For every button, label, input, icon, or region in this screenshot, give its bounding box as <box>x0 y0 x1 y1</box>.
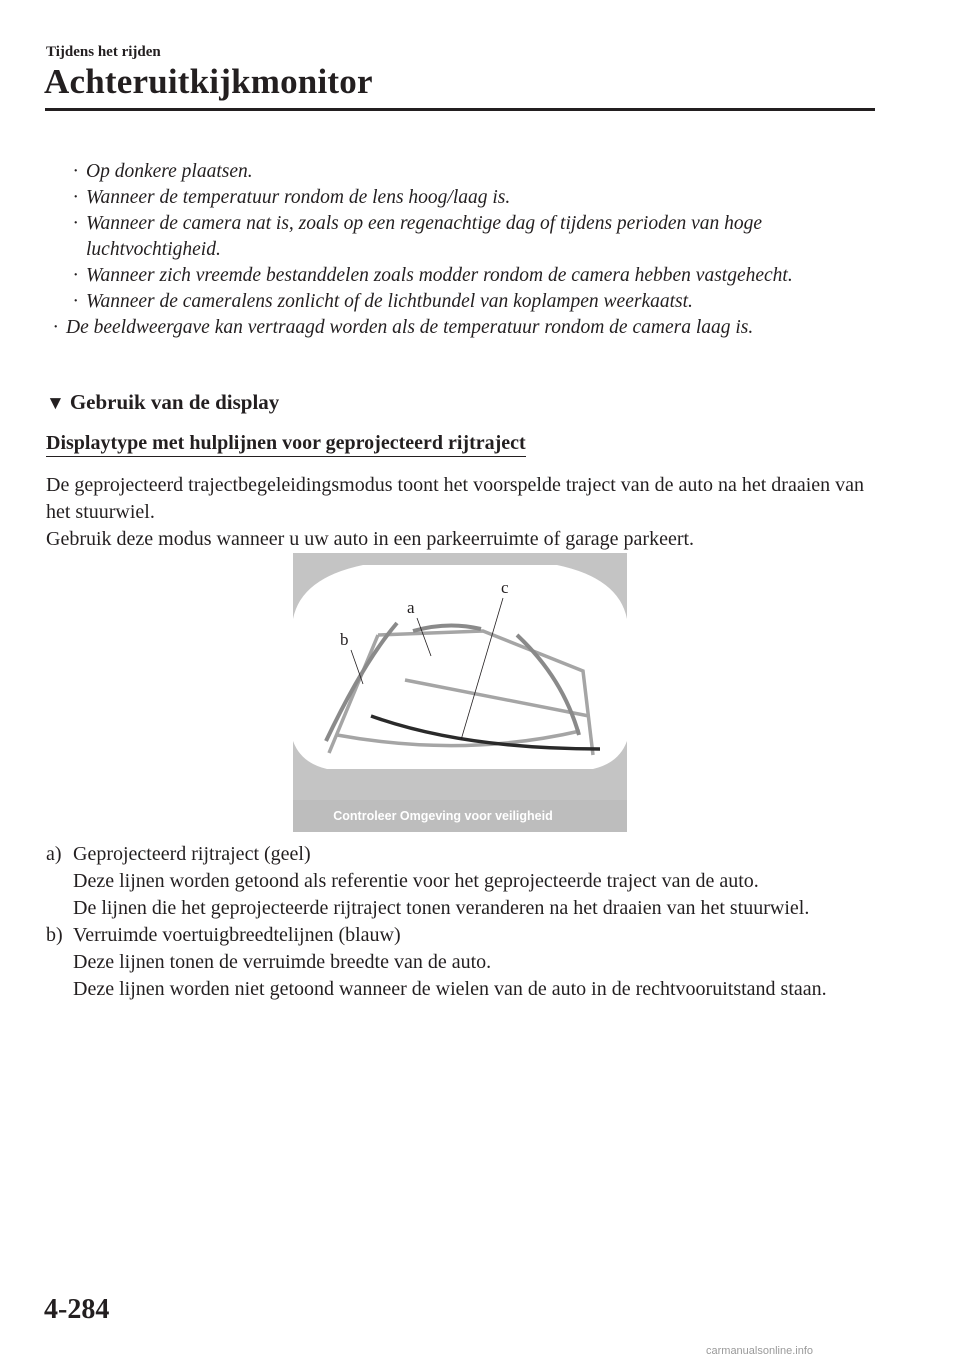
subheading: Displaytype met hulplijnen voor geprojecteerd rijtraject <box>46 432 526 457</box>
bullet-item <box>0 159 960 185</box>
bullet-item <box>0 315 960 341</box>
bullet-dot: · <box>73 187 78 208</box>
intro-paragraph <box>46 472 876 553</box>
section-label: Tijdens het rijden <box>46 44 161 60</box>
legend-title: Geprojecteerd rijtraject (geel) <box>73 843 311 865</box>
bullet-dot: · <box>73 161 78 182</box>
legend-line: Deze lijnen tonen de verruimde breedte van de auto. <box>73 951 492 973</box>
bullet-text: Wanneer de temperatuur rondom de lens hoog/laag is. <box>86 187 511 208</box>
section-heading <box>46 390 279 415</box>
screen-message: Controleer Omgeving voor veiligheid <box>333 809 553 823</box>
bullet-item <box>0 289 960 315</box>
callout-b: b <box>340 630 349 649</box>
bullet-item <box>0 211 960 263</box>
bullet-dot: · <box>73 291 78 312</box>
bullet-dot: · <box>53 317 58 338</box>
bullet-text: Op donkere plaatsen. <box>86 161 253 182</box>
bullet-dot: · <box>73 265 78 286</box>
callout-c: c <box>501 578 509 597</box>
rear-view-monitor-figure <box>293 553 627 832</box>
legend-item <box>46 922 876 1003</box>
callout-a: a <box>407 598 415 617</box>
bullet-item <box>0 185 960 211</box>
section-heading-text: Gebruik van de display <box>69 390 280 414</box>
title-divider <box>45 108 875 111</box>
watermark: carmanualsonline.info <box>706 1345 814 1357</box>
legend-title: Verruimde voertuigbreedtelijnen (blauw) <box>73 924 401 946</box>
bullet-text: Wanneer de cameralens zonlicht of de lichtbundel van koplampen weerkaatst. <box>86 291 693 312</box>
intro-line: Gebruik deze modus wanneer u uw auto in een parkeerruimte of garage parkeert. <box>46 528 695 550</box>
legend-key: a) <box>46 843 62 865</box>
figure-legend <box>46 841 876 1003</box>
page-title: Achteruitkijkmonitor <box>44 62 373 101</box>
legend-line: De lijnen die het geprojecteerde rijtraject tonen veranderen na het draaien van het stuurwiel. <box>73 897 810 919</box>
bullet-dot: · <box>73 213 78 234</box>
legend-item <box>46 841 876 922</box>
legend-key: b) <box>46 924 63 946</box>
caution-bullet-list <box>0 159 960 341</box>
bullet-text: Wanneer de camera nat is, zoals op een regenachtige dag of tijdens perioden van hoge luchtvochtigheid. <box>86 213 763 260</box>
legend-line: Deze lijnen worden niet getoond wanneer de wielen van de auto in de rechtvooruitstand staan. <box>73 978 827 1000</box>
bullet-text: Wanneer zich vreemde bestanddelen zoals modder rondom de camera hebben vastgehecht. <box>86 265 793 286</box>
intro-line: De geprojecteerd trajectbegeleidingsmodus toont het voorspelde traject van de auto na het draaien van het stuurwiel. <box>46 474 865 523</box>
bullet-text: De beeldweergave kan vertraagd worden als de temperatuur rondom de camera laag is. <box>66 317 754 338</box>
page-number: 4-284 <box>44 1294 110 1325</box>
bullet-item <box>0 263 960 289</box>
legend-line: Deze lijnen worden getoond als referentie voor het geprojecteerde traject van de auto. <box>73 870 759 892</box>
triangle-down-icon: ▼ <box>46 393 65 414</box>
